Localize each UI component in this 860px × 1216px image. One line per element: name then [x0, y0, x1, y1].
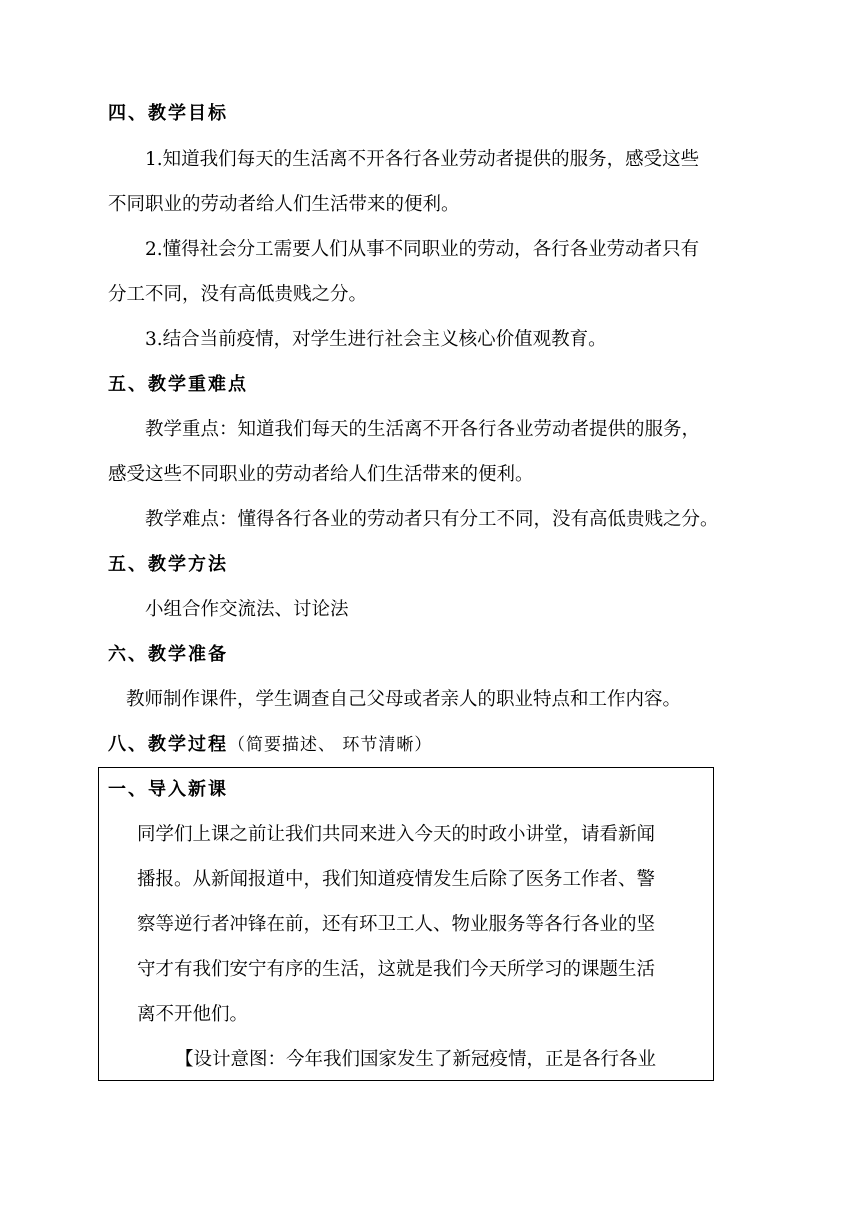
- heading-teaching-methods: 五、教学方法: [108, 554, 228, 575]
- table-heading-intro: 一、导入新课: [108, 779, 228, 800]
- process-heading-label: 八、教学过程: [108, 734, 228, 755]
- table-line-5: 离不开他们。: [137, 1004, 249, 1025]
- goal-line-2: 不同职业的劳动者给人们生活带来的便利。: [108, 194, 460, 215]
- table-line-2: 播报。从新闻报道中，我们知道疫情发生后除了医务工作者、警: [137, 869, 656, 890]
- difficulty-line: 教学难点：懂得各行各业的劳动者只有分工不同，没有高低贵贱之分。: [145, 509, 719, 530]
- table-line-4: 守才有我们安宁有序的生活，这就是我们今天所学习的课题生活: [137, 959, 656, 980]
- table-line-3: 察等逆行者冲锋在前，还有环卫工人、物业服务等各行各业的坚: [137, 914, 656, 935]
- heading-key-points: 五、教学重难点: [108, 374, 248, 395]
- goal-line-3: 2.懂得社会分工需要人们从事不同职业的劳动，各行各业劳动者只有: [145, 239, 700, 260]
- heading-teaching-preparation: 六、教学准备: [108, 644, 228, 665]
- design-intent-line: 【设计意图：今年我们国家发生了新冠疫情，正是各行各业: [175, 1049, 657, 1070]
- methods-line: 小组合作交流法、讨论法: [145, 599, 349, 620]
- goal-line-1: 1.知道我们每天的生活离不开各行各业劳动者提供的服务，感受这些: [145, 149, 700, 170]
- heading-teaching-process: [108, 732, 432, 758]
- key-point-line-1: 教学重点：知道我们每天的生活离不开各行各业劳动者提供的服务，: [145, 419, 701, 440]
- goal-line-4: 分工不同，没有高低贵贱之分。: [108, 284, 368, 305]
- goal-line-5: 3.结合当前疫情，对学生进行社会主义核心价值观教育。: [145, 329, 607, 350]
- process-subheading: （简要描述、 环节清晰）: [228, 735, 433, 755]
- preparation-line: 教师制作课件，学生调查自己父母或者亲人的职业特点和工作内容。: [126, 689, 682, 710]
- table-line-1: 同学们上课之前让我们共同来进入今天的时政小讲堂，请看新闻: [137, 824, 656, 845]
- heading-teaching-goals: 四、教学目标: [108, 103, 228, 124]
- key-point-line-2: 感受这些不同职业的劳动者给人们生活带来的便利。: [108, 464, 534, 485]
